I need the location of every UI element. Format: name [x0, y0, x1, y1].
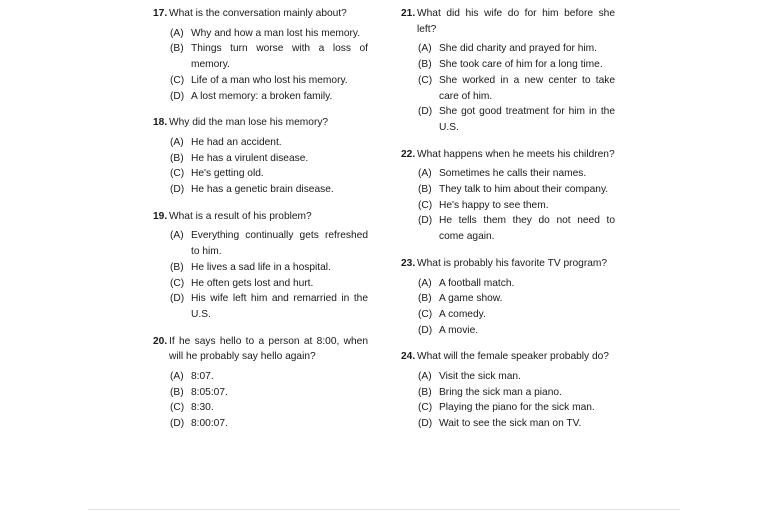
option-list	[401, 166, 615, 245]
option-d[interactable]	[401, 213, 615, 244]
option-letter: (C)	[170, 402, 185, 414]
option-letter: (A)	[418, 168, 432, 180]
option-letter: (A)	[418, 371, 432, 383]
option-text: Wait to see the sick man on TV.	[439, 418, 582, 430]
bottom-divider	[88, 509, 680, 510]
option-letter: (B)	[418, 59, 432, 71]
option-text: She got good treatment for him in the U.S.	[439, 106, 615, 133]
question-text: What is a result of his problem?	[169, 210, 312, 222]
option-text: He's getting old.	[191, 168, 264, 180]
option-text: Playing the piano for the sick man.	[439, 402, 595, 414]
option-text: He had an accident.	[191, 136, 282, 148]
option-text: A football match.	[439, 277, 515, 289]
option-text: She took care of him for a long time.	[439, 59, 603, 71]
option-a[interactable]	[401, 166, 615, 182]
option-text: She did charity and prayed for him.	[439, 43, 597, 55]
question-stem	[153, 209, 368, 225]
option-letter: (B)	[418, 386, 432, 398]
option-text: A movie.	[439, 324, 479, 336]
option-letter: (A)	[418, 43, 432, 55]
option-d[interactable]	[153, 89, 368, 105]
option-letter: (B)	[418, 293, 432, 305]
question-stem	[401, 256, 615, 272]
question-20	[153, 334, 368, 432]
option-text: He's happy to see them.	[439, 199, 549, 211]
option-text: 8:30.	[191, 402, 214, 414]
option-d[interactable]	[401, 104, 615, 135]
question-stem	[401, 349, 615, 365]
option-b[interactable]	[153, 260, 368, 276]
option-text: He has a genetic brain disease.	[191, 184, 334, 196]
option-c[interactable]	[153, 73, 368, 89]
option-b[interactable]	[153, 151, 368, 167]
option-letter: (B)	[170, 386, 184, 398]
option-text: A comedy.	[439, 308, 486, 320]
option-letter: (A)	[170, 371, 184, 383]
option-d[interactable]	[401, 323, 615, 339]
option-letter: (D)	[170, 184, 185, 196]
question-stem	[153, 6, 368, 22]
right-column	[401, 6, 615, 432]
option-list	[401, 41, 615, 135]
option-letter: (C)	[170, 168, 185, 180]
option-text: 8:00:07.	[191, 418, 228, 430]
option-letter: (D)	[418, 418, 433, 430]
option-text: His wife left him and remarried in the U.S.	[191, 293, 368, 320]
option-b[interactable]	[401, 385, 615, 401]
option-text: He tells them they do not need to come again.	[439, 215, 615, 243]
option-letter: (D)	[170, 293, 185, 305]
option-text: A lost memory: a broken family.	[191, 90, 333, 102]
option-letter: (C)	[418, 402, 433, 414]
option-list	[401, 369, 615, 432]
option-c[interactable]	[153, 166, 368, 182]
option-letter: (D)	[170, 418, 185, 430]
option-letter: (A)	[170, 230, 184, 242]
question-number: 20.	[153, 335, 168, 347]
option-a[interactable]	[153, 369, 368, 385]
option-letter: (B)	[170, 43, 184, 55]
option-a[interactable]	[153, 228, 368, 259]
question-stem	[401, 147, 615, 163]
option-b[interactable]	[401, 291, 615, 307]
question-stem	[153, 115, 368, 131]
question-19	[153, 209, 368, 323]
option-a[interactable]	[401, 276, 615, 292]
option-c[interactable]	[401, 400, 615, 416]
option-c[interactable]	[153, 400, 368, 416]
option-letter: (C)	[418, 199, 433, 211]
option-letter: (A)	[170, 136, 184, 148]
option-text: They talk to him about their company.	[439, 184, 609, 196]
option-text: Things turn worse with a loss of memory.	[191, 43, 368, 71]
option-c[interactable]	[153, 276, 368, 292]
option-letter: (C)	[418, 74, 433, 86]
question-text: What happens when he meets his children?	[417, 148, 615, 160]
option-letter: (B)	[170, 152, 184, 164]
question-17	[153, 6, 368, 104]
option-letter: (D)	[418, 324, 433, 336]
option-text: A game show.	[439, 293, 503, 305]
question-number: 24.	[401, 351, 416, 363]
option-letter: (B)	[418, 184, 432, 196]
question-22	[401, 147, 615, 245]
option-list	[153, 135, 368, 198]
option-list	[153, 369, 368, 432]
option-a[interactable]	[153, 26, 368, 42]
question-number: 18.	[153, 117, 168, 129]
option-text: He has a virulent disease.	[191, 152, 309, 164]
option-letter: (C)	[418, 308, 433, 320]
question-number: 19.	[153, 210, 168, 222]
option-text: Sometimes he calls their names.	[439, 168, 587, 180]
option-letter: (D)	[418, 215, 433, 227]
option-letter: (C)	[170, 277, 185, 289]
option-d[interactable]	[153, 291, 368, 322]
question-number: 17.	[153, 8, 168, 19]
question-stem	[401, 6, 615, 37]
option-letter: (A)	[170, 27, 184, 39]
question-stem	[153, 334, 368, 365]
question-text: What will the female speaker probably do?	[417, 351, 609, 363]
question-text: What is probably his favorite TV program?	[417, 257, 608, 269]
option-d[interactable]	[153, 416, 368, 432]
question-number: 23.	[401, 257, 416, 269]
option-letter: (C)	[170, 74, 185, 86]
option-c[interactable]	[401, 198, 615, 214]
option-list	[401, 276, 615, 339]
option-text: 8:07.	[191, 371, 214, 383]
question-number: 22.	[401, 148, 416, 160]
option-letter: (D)	[418, 106, 433, 118]
question-text: What did his wife do for him before she left?	[417, 8, 615, 35]
question-23	[401, 256, 615, 339]
question-21	[401, 6, 615, 136]
option-text: Everything continually gets refreshed to him.	[191, 230, 368, 258]
option-list	[153, 26, 368, 105]
option-a[interactable]	[401, 41, 615, 57]
option-text: Visit the sick man.	[439, 371, 521, 383]
option-d[interactable]	[153, 182, 368, 198]
left-column	[153, 6, 368, 432]
question-text: What is the conversation mainly about?	[169, 8, 347, 19]
option-b[interactable]	[153, 385, 368, 401]
question-18	[153, 115, 368, 198]
option-a[interactable]	[401, 369, 615, 385]
option-b[interactable]	[153, 41, 368, 72]
question-text: Why did the man lose his memory?	[169, 117, 329, 129]
option-b[interactable]	[401, 57, 615, 73]
option-text: He often gets lost and hurt.	[191, 277, 314, 289]
question-24	[401, 349, 615, 432]
option-c[interactable]	[401, 307, 615, 323]
option-letter: (A)	[418, 277, 432, 289]
question-text: If he says hello to a person at 8:00, when will he probably say hello again?	[169, 335, 368, 363]
option-letter: (B)	[170, 261, 184, 273]
question-number: 21.	[401, 8, 416, 19]
option-d[interactable]	[401, 416, 615, 432]
option-b[interactable]	[401, 182, 615, 198]
option-text: 8:05:07.	[191, 386, 228, 398]
option-text: She worked in a new center to take care of him.	[439, 74, 615, 102]
option-list	[153, 228, 368, 322]
option-text: He lives a sad life in a hospital.	[191, 261, 331, 273]
option-a[interactable]	[153, 135, 368, 151]
option-c[interactable]	[401, 73, 615, 104]
option-letter: (D)	[170, 90, 185, 102]
option-text: Why and how a man lost his memory.	[191, 27, 361, 39]
option-text: Life of a man who lost his memory.	[191, 74, 348, 86]
option-text: Bring the sick man a piano.	[439, 386, 562, 398]
